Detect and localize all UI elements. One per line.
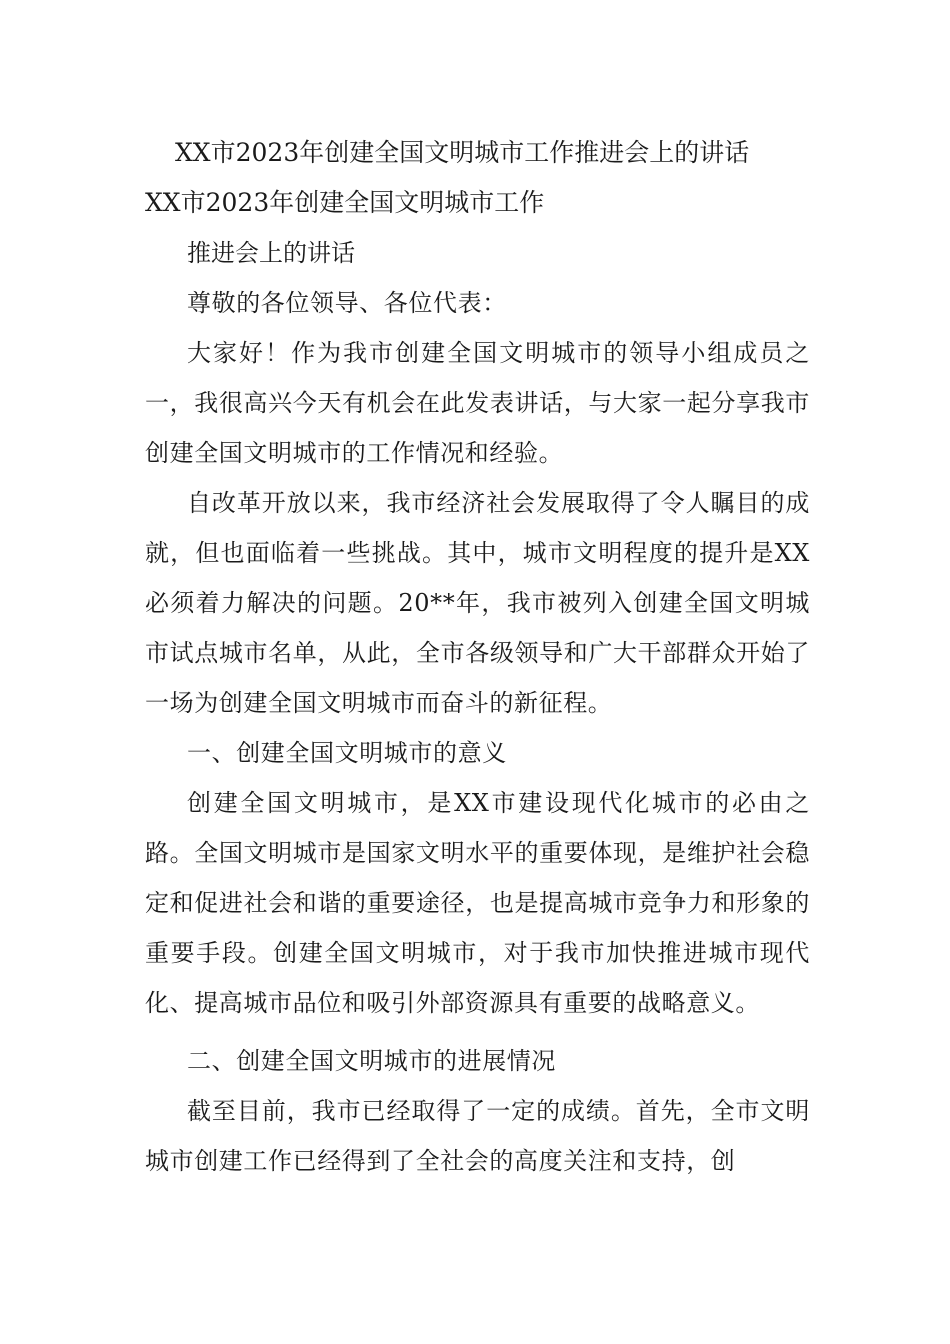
paragraph-greeting: 大家好！作为我市创建全国文明城市的领导小组成员之一，我很高兴今天有机会在此发表讲话，与大家一起分享我市创建全国文明城市的工作情况和经验。 <box>145 339 810 467</box>
section-heading-progress: 二、创建全国文明城市的进展情况 <box>187 1047 556 1075</box>
paragraph-significance: 创建全国文明城市，是XX市建设现代化城市的必由之路。全国文明城市是国家文明水平的重要体现，是维护社会稳定和促进社会和谐的重要途径，也是提高城市竞争力和形象的重要手段。创建全国文明城市，对于我市加快推进城市现代化、提高城市品位和吸引外部资源具有重要的战略意义。 <box>145 789 810 1017</box>
document-body <box>145 128 810 1186</box>
paragraph-progress: 截至目前，我市已经取得了一定的成绩。首先，全市文明城市创建工作已经得到了全社会的高度关注和支持，创 <box>145 1097 810 1175</box>
subtitle-line-2: 推进会上的讲话 <box>187 239 355 267</box>
paragraph-background: 自改革开放以来，我市经济社会发展取得了令人瞩目的成就，但也面临着一些挑战。其中，城市文明程度的提升是XX必须着力解决的问题。20**年，我市被列入创建全国文明城市试点城市名单，从此，全市各级领导和广大干部群众开始了一场为创建全国文明城市而奋斗的新征程。 <box>145 489 810 717</box>
subtitle-line-1: XX市2023年创建全国文明城市工作 <box>145 188 545 217</box>
document-title: XX市2023年创建全国文明城市工作推进会上的讲话 <box>175 138 750 167</box>
salutation: 尊敬的各位领导、各位代表： <box>187 289 507 317</box>
section-heading-significance: 一、创建全国文明城市的意义 <box>187 739 507 767</box>
